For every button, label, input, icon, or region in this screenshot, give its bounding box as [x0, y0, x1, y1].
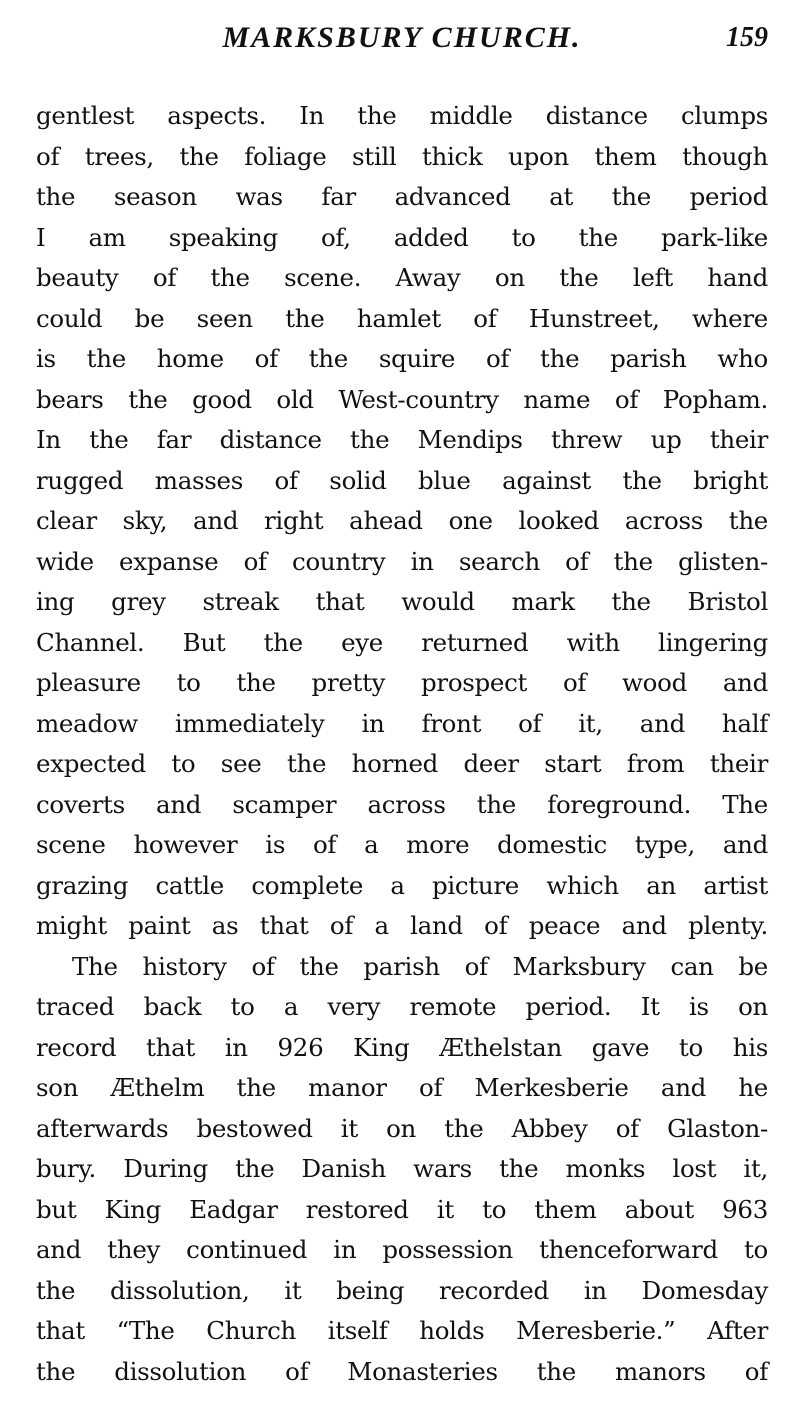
text-line: In the far distance the Mendips threw up their	[36, 425, 768, 454]
text-line: rugged masses of solid blue against the bright	[36, 465, 768, 495]
page-number: 159	[726, 22, 768, 53]
text-line: that “The Church itself holds Meresberie.” After	[36, 1316, 768, 1345]
text-line: might paint as that of a land of peace and plenty.	[36, 911, 768, 940]
text-line: Channel. But the eye returned with lingering	[36, 627, 768, 657]
text-line: afterwards bestowed it on the Abbey of Glaston-	[36, 1113, 768, 1143]
running-title: MARKSBURY CHURCH.	[222, 21, 582, 54]
text-line: ing grey streak that would mark the Bristol	[36, 587, 768, 616]
text-line: record that in 926 King Æthelstan gave to his	[36, 1032, 768, 1062]
text-line: gentlest aspects. In the middle distance clumps	[36, 101, 768, 130]
text-line: I am speaking of, added to the park-like	[36, 222, 768, 252]
text-line: son Æthelm the manor of Merkesberie and he	[36, 1073, 768, 1102]
text-line: bears the good old West-country name of Popham.	[36, 384, 768, 414]
text-line: the dissolution, it being recorded in Domesday	[36, 1275, 768, 1305]
text-line: the season was far advanced at the period	[36, 182, 768, 211]
text-line: bury. During the Danish wars the monks lost it,	[36, 1154, 768, 1183]
text-line: traced back to a very remote period. It is on	[36, 992, 768, 1021]
text-line: of trees, the foliage still thick upon them though	[36, 141, 768, 171]
text-line: and they continued in possession thenceforward to	[36, 1235, 768, 1264]
page-header	[36, 18, 768, 58]
paragraph-1	[36, 96, 768, 947]
text-line: expected to see the horned deer start from their	[36, 749, 768, 778]
text-line: coverts and scamper across the foreground. The	[36, 789, 768, 819]
text-line: wide expanse of country in search of the glisten-	[36, 546, 768, 576]
text-line: meadow immediately in front of it, and half	[36, 708, 768, 738]
text-line: the dissolution of Monasteries the manors of	[36, 1356, 768, 1386]
text-line: is the home of the squire of the parish who	[36, 344, 768, 373]
text-line: could be seen the hamlet of Hunstreet, where	[36, 303, 768, 333]
text-line: but King Eadgar restored it to them about 963	[36, 1194, 768, 1224]
text-line: clear sky, and right ahead one looked across the	[36, 506, 768, 535]
text-line: beauty of the scene. Away on the left hand	[36, 263, 768, 292]
text-line: grazing cattle complete a picture which an artist	[36, 870, 768, 900]
body-text	[36, 96, 768, 1392]
text-line: pleasure to the pretty prospect of wood and	[36, 668, 768, 697]
text-line: scene however is of a more domestic type, and	[36, 830, 768, 859]
text-line: The history of the parish of Marksbury can be	[72, 951, 768, 981]
paragraph-2	[36, 947, 768, 1393]
